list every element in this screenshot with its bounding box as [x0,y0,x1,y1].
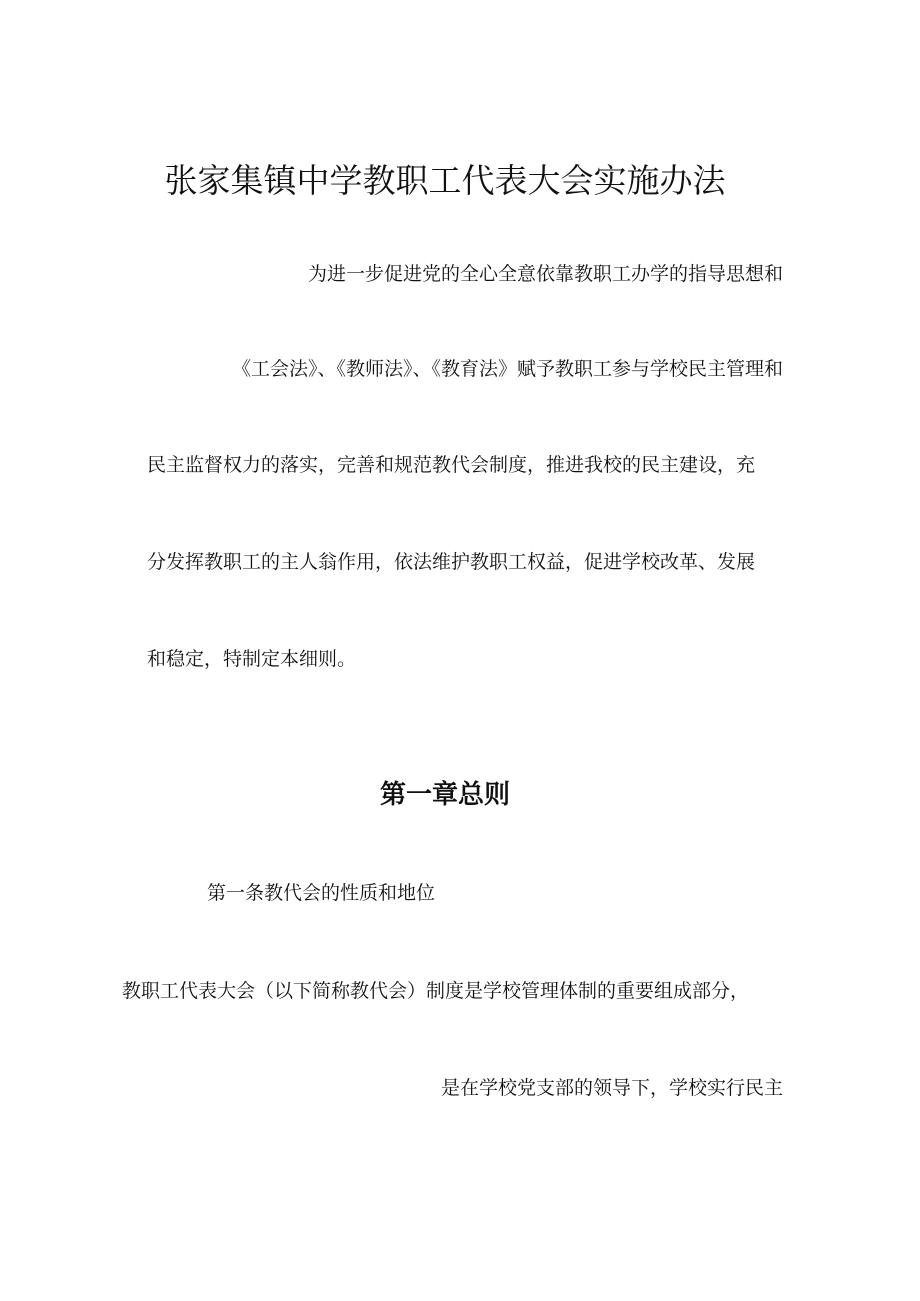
article-heading: 第一条教代会的性质和地位 [207,882,436,904]
article-line: 教职工代表大会（以下简称教代会）制度是学校管理体制的重要组成部分， [122,980,750,1002]
preamble-line: 分发挥教职工的主人翁作用，依法维护教职工权益，促进学校改革、发展 [147,551,756,573]
article-line: 是在学校党支部的领导下，学校实行民主 [440,1077,783,1099]
document-title: 张家集镇中学教职工代表大会实施办法 [164,161,726,200]
preamble-line: 和稳定，特制定本细则。 [147,648,357,670]
chapter-heading: 第一章总则 [379,780,510,810]
preamble-line: 《工会法》、《教师法》、《教育法》赋予教职工参与学校民主管理和 [231,358,783,380]
preamble-line: 为进一步促进党的全心全意依靠教职工办学的指导思想和 [307,263,783,285]
preamble-line: 民主监督权力的落实，完善和规范教代会制度，推进我校的民主建设，充 [147,454,756,476]
